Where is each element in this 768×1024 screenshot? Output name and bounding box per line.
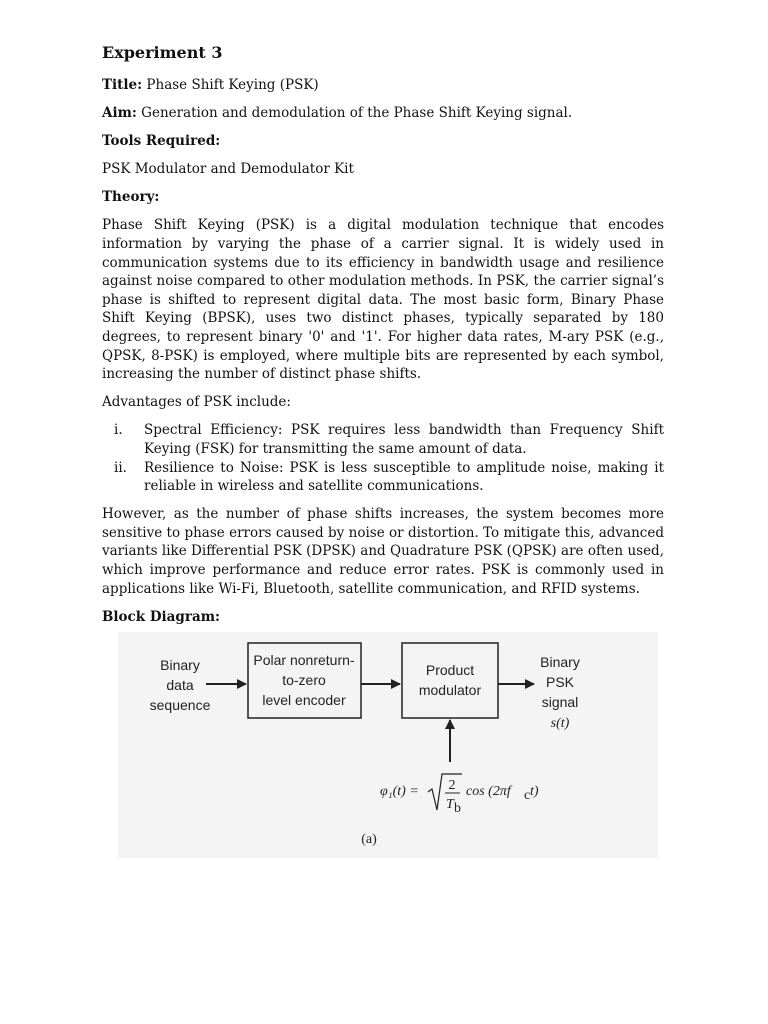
- tools-value: PSK Modulator and Demodulator Kit: [102, 161, 354, 178]
- list-item-number: ii.: [114, 459, 127, 476]
- modulator-label-line-2: modulator: [418, 682, 482, 698]
- carrier-frequency-subscript: c: [524, 788, 531, 803]
- block-diagram-label: Block Diagram:: [102, 608, 220, 625]
- title-label: Title:: [102, 77, 143, 93]
- theory-paragraph-1: Phase Shift Keying (PSK) is a digital modulation technique that encodes information by varying the phase of a carrier signal. It is widely used in communication systems due to its efficiency in bandwidth usage and resilience against noise compared to other modulation methods. In PSK, the carrier signal’s phase is shifted to represent digital data. The most basic form, Binary Phase Shift Keying (BPSK), uses two distinct phases, typically separated by 180 degrees, to represent binary '0' and '1'. For higher data rates, M-ary PSK (e.g., QPSK, 8-PSK) is employed, where multiple bits are represented by each symbol, increasing the number of distinct phase shifts.: [102, 217, 664, 383]
- tools-heading: [102, 132, 664, 151]
- encoder-label-line-2: to-zero: [282, 672, 326, 688]
- document-page: [102, 40, 664, 636]
- title-line: [102, 76, 664, 95]
- theory-heading: [102, 188, 664, 207]
- block-diagram-svg: [118, 632, 658, 858]
- list-item-number: i.: [114, 422, 123, 439]
- list-item: [102, 459, 664, 496]
- fraction-denominator: T: [446, 797, 454, 812]
- output-label-line-2: PSK: [545, 674, 575, 690]
- experiment-heading: Experiment 3: [102, 43, 223, 62]
- output-label-line-1: Binary: [540, 654, 580, 670]
- encoder-label-line-3: level encoder: [262, 692, 346, 708]
- fraction-denominator-subscript: b: [454, 801, 461, 816]
- list-item-text: Spectral Efficiency: PSK requires less bandwidth than Frequency Shift Keying (FSK) for transmitting the same amount of data.: [144, 422, 664, 457]
- advantages-intro: Advantages of PSK include:: [102, 394, 291, 411]
- block-diagram-heading: [102, 608, 664, 627]
- block-diagram-figure: [118, 632, 658, 858]
- input-label-line-1: Binary: [160, 657, 200, 673]
- tools-label: Tools Required:: [102, 133, 221, 150]
- modulator-label-line-1: Product: [425, 662, 475, 678]
- output-signal-symbol: s(t): [550, 716, 570, 731]
- output-label-line-3: signal: [541, 694, 579, 710]
- input-label-line-3: sequence: [149, 697, 211, 713]
- carrier-equation-end: t): [530, 784, 539, 799]
- aim-label: Aim:: [102, 105, 137, 122]
- aim-value: Generation and demodulation of the Phase Shift Keying signal.: [141, 105, 573, 122]
- input-label-line-2: data: [166, 677, 194, 693]
- aim-line: [102, 104, 664, 123]
- carrier-equation-lhs: φ₁(t) =: [380, 784, 419, 799]
- theory-paragraph-2: However, as the number of phase shifts increases, the system becomes more sensitive to phase errors caused by noise or distortion. To mitigate this, advanced variants like Differential PSK (DPSK) and Quadrature PSK (QPSK) are often used, which improve performance and reduce error rates. PSK is commonly used in applications like Wi-Fi, Bluetooth, satellite communication, and RFID systems.: [102, 506, 664, 597]
- list-item-text: Resilience to Noise: PSK is less susceptible to amplitude noise, making it reliable in wireless and satellite communications.: [144, 459, 664, 495]
- theory-label: Theory:: [102, 189, 160, 206]
- carrier-equation-rhs: cos (2πf: [466, 784, 511, 799]
- advantages-list: [102, 421, 664, 495]
- list-item: [102, 421, 664, 458]
- figure-caption: (a): [361, 832, 377, 847]
- encoder-label-line-1: Polar nonreturn-: [253, 652, 355, 668]
- title-value: Phase Shift Keying (PSK): [146, 77, 319, 93]
- product-modulator-block: [402, 643, 498, 718]
- fraction-numerator: 2: [448, 778, 456, 793]
